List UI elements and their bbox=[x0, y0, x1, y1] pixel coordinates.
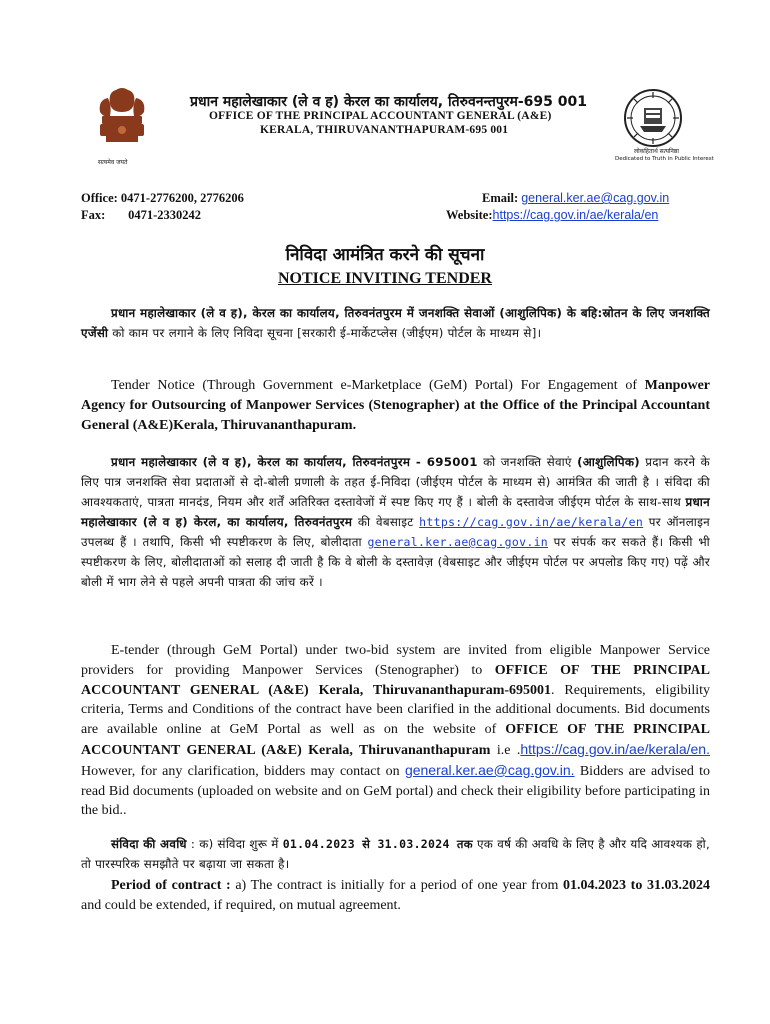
office-phone bbox=[81, 191, 244, 206]
details-paragraph-hindi bbox=[81, 452, 710, 592]
email bbox=[482, 191, 669, 206]
details-en-email-link[interactable]: general.ker.ae@cag.gov.in. bbox=[404, 761, 575, 778]
details-en-b2: OFFICE OF THE PRINCIPAL ACCOUNTANT GENERAL (A&E) Kerala, Thiruvananthapuram bbox=[81, 722, 710, 758]
email-link[interactable]: general.ker.ae@cag.gov.in bbox=[521, 191, 670, 205]
details-b1: प्रधान महालेखाकार (ले व ह), केरल का कार्यालय, तिरुवनंतपुरम - 695001 bbox=[111, 455, 478, 469]
details-t5: पर संपर्क कर सकते हैं। किसी भी स्पष्टीकरण के लिए, बोलीदाताओं को सलाह दी जाती है कि वे बोली के दस्तावेज़ (वेबसाइट और जीईएम पोर्टल पर अपलोड किए गए) पढ़ें और बोली में भाग लेने से पहले अपनी पात्रता की जांच करें । bbox=[81, 535, 710, 589]
details-t2: प्रदान करने के लिए पात्र जनशक्ति सेवा प्रदाताओं से दो-बोली प्रणाली के तहत ई-निविदा (जीईएम पोर्टल के माध्यम से) आमंत्रित की जाती है । संविदा की आवश्यकताएं, पात्रता मानदंड, नियम और शर्तें अतिरिक्त दस्तावेजों में स्पष्ट किए गए हैं । बोली के दस्तावेज जीईएम पोर्टल के साथ-साथ bbox=[81, 455, 711, 509]
office-name-hindi: प्रधान महालेखाकार (ले व ह) केरल का कार्यालय, तिरुवनन्तपुरम-695 001 bbox=[190, 94, 587, 110]
period-paragraph-english bbox=[81, 876, 710, 916]
details-t3: की वेबसाइट bbox=[352, 515, 420, 529]
details-en-t2: . Requirements, eligibility criteria, Terms and Conditions of the contract have been clarified in the additional documents. Bid documents are available online at GeM Portal as well as on the website of bbox=[81, 682, 710, 738]
details-t4: पर ऑनलाइन उपलब्ध हैं । तथापि, किसी भी स्पष्टीकरण के लिए, बोलीदाता bbox=[81, 515, 711, 549]
notice-title-english: NOTICE INVITING TENDER bbox=[278, 270, 492, 287]
fax-value: 0471-2330242 bbox=[128, 208, 202, 222]
details-email-link[interactable]: general.ker.ae@cag.gov.in bbox=[367, 535, 549, 549]
period-en-t1: a) The contract is initially for a period of one year from bbox=[230, 878, 564, 893]
details-en-b1: OFFICE OF THE PRINCIPAL ACCOUNTANT GENERAL (A&E) Kerala, Thiruvananthapuram-695001 bbox=[81, 662, 710, 698]
details-paragraph-english bbox=[81, 641, 710, 821]
period-en-b1: Period of contract : bbox=[111, 878, 231, 893]
fax-label: Fax: bbox=[81, 208, 106, 222]
period-en-t2: and could be extended, if required, on mutual agreement. bbox=[81, 897, 401, 913]
notice-title-hindi: निविदा आमंत्रित करने की सूचना bbox=[285, 245, 485, 265]
intro-bold: प्रधान महालेखाकार (ले व ह), केरल का कार्यालय, तिरुवनंतपुरम में जनशक्ति सेवाओं (आशुलिपिक) के बहि:स्रोतन के लिए जनशक्ति एजेंसी bbox=[81, 306, 710, 340]
intro-paragraph-hindi bbox=[81, 303, 710, 343]
details-en-t4: However, for any clarification, bidders may contact on bbox=[81, 763, 405, 779]
details-en-t5: Bidders are advised to read Bid documents (uploaded on website and on GeM portal) and check their eligibility before participating in the bid.. bbox=[81, 763, 710, 819]
period-hi-t2: एक वर्ष की अवधि के लिए है और यदि आवश्यक हो, तो पारस्परिक समझौते पर बढ़ाया जा सकता है। bbox=[81, 837, 710, 871]
period-hi-b1: संविदा की अवधि bbox=[111, 837, 187, 851]
cag-motto-hindi: लोकहितार्थ सत्यनिष्ठा bbox=[634, 148, 679, 155]
email-label: Email: bbox=[482, 191, 519, 205]
period-hi-t1: : क) संविदा शुरू में bbox=[186, 837, 283, 851]
emblem-motto: सत्यमेव जयते bbox=[98, 159, 128, 166]
intro-en-bold: Manpower Agency for Outsourcing of Manpower Services (Stenographer) at the Office of the Principal Accountant General (A&E)Kerala, Thiruvananthapuram. bbox=[81, 378, 710, 433]
national-emblem-icon bbox=[92, 82, 152, 168]
fax bbox=[81, 208, 201, 223]
details-t1: को जनशक्ति सेवाएं bbox=[477, 455, 578, 469]
intro-text: को काम पर लगाने के लिए निविदा सूचना [सरकारी ई-मार्केटप्लेस (जीईएम) पोर्टल के माध्यम से]। bbox=[108, 326, 542, 340]
details-en-website-link[interactable]: https://cag.gov.in/ae/kerala/en. bbox=[520, 740, 710, 757]
intro-en-text: Tender Notice (Through Government e-Marketplace (GeM) Portal) For Engagement of bbox=[111, 378, 645, 393]
office-name-english: OFFICE OF THE PRINCIPAL ACCOUNTANT GENERAL (A&E) bbox=[209, 110, 552, 122]
website-link[interactable]: https://cag.gov.in/ae/kerala/en bbox=[492, 208, 659, 222]
office-phone-label: Office: bbox=[81, 191, 118, 205]
details-b2: (आशुलिपिक) bbox=[577, 455, 640, 469]
office-phone-value: 0471-2776200, 2776206 bbox=[120, 191, 244, 205]
period-hi-b2: 01.04.2023 से 31.03.2024 तक bbox=[282, 837, 473, 851]
details-en-t3: i.e . bbox=[490, 742, 521, 758]
website-label: Website: bbox=[446, 208, 493, 222]
office-address-english: KERALA, THIRUVANANTHAPURAM-695 001 bbox=[260, 124, 509, 136]
intro-paragraph-english bbox=[81, 376, 710, 435]
cag-motto-english: Dedicated to Truth in Public Interest bbox=[615, 156, 714, 162]
website bbox=[446, 208, 658, 223]
period-paragraph-hindi bbox=[81, 834, 710, 874]
details-en-t1: E-tender (through GeM Portal) under two-bid system are invited from eligible Manpower Service providers for providing Manpower Services (Stenographer) to bbox=[81, 643, 710, 678]
details-b3: प्रधान महालेखाकार (ले व ह) केरल, का कार्यालय, तिरुवनंतपुरम bbox=[81, 495, 710, 529]
details-website-link[interactable]: https://cag.gov.in/ae/kerala/en bbox=[419, 515, 644, 529]
period-en-b2: 01.04.2023 to 31.03.2024 bbox=[563, 878, 710, 893]
